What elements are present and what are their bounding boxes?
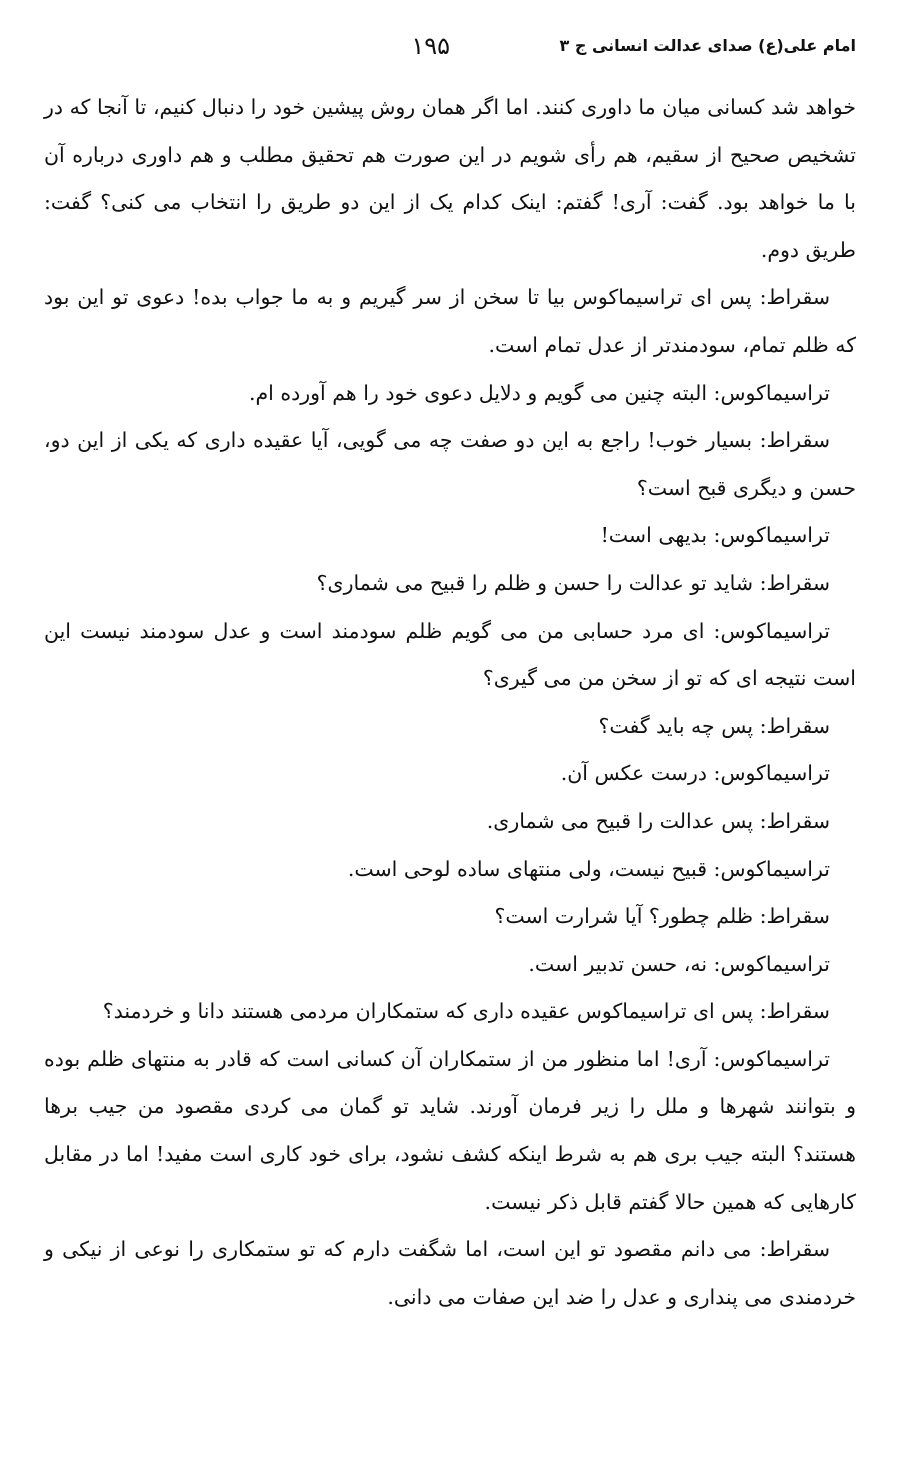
paragraph: تراسیماکوس: قبیح نیست، ولی منتهای ساده لوحی است. — [347, 856, 830, 881]
page-body — [44, 84, 856, 1321]
paragraph: تراسیماکوس: البته چنین می گویم و دلایل دعوی خود را هم آورده ام. — [248, 380, 830, 405]
page-number: ۱۹۵ — [411, 32, 450, 60]
paragraph: تراسیماکوس: درست عکس آن. — [560, 761, 830, 786]
paragraph: سقراط: پس ای تراسیماکوس عقیده داری که ستمکاران مردمی هستند دانا و خردمند؟ — [102, 999, 830, 1024]
paragraph: سقراط: پس چه باید گفت؟ — [598, 713, 830, 738]
running-title: امام علی(ع) صدای عدالت انسانی ج ۳ — [559, 36, 856, 55]
paragraph: تراسیماکوس: بدیهی است! — [600, 523, 830, 548]
paragraph: سقراط: ظلم چطور؟ آیا شرارت است؟ — [494, 904, 830, 929]
paragraph: سقراط: بسیار خوب! راجع به این دو صفت چه می گویی، آیا عقیده داری که یکی از این دو، حسن و دیگری قبح است؟ — [44, 428, 856, 500]
paragraph: سقراط: پس ای تراسیماکوس بیا تا سخن از سر گیریم و به ما جواب بده! دعوی تو این بود که ظلم تمام، سودمندتر از عدل تمام است. — [44, 285, 856, 357]
page-header — [40, 28, 856, 68]
paragraph: تراسیماکوس: نه، حسن تدبیر است. — [528, 951, 830, 976]
paragraph: سقراط: پس عدالت را قبیح می شماری. — [486, 808, 830, 833]
paragraph: سقراط: می دانم مقصود تو این است، اما شگفت دارم که تو ستمکاری را نوعی از نیکی و خردمندی می پنداری و عدل را ضد این صفات می دانی. — [44, 1237, 856, 1309]
paragraph: سقراط: شاید تو عدالت را حسن و ظلم را قبیح می شماری؟ — [316, 570, 830, 595]
paragraph: خواهد شد کسانی میان ما داوری کنند. اما اگر همان روش پیشین خود را دنبال کنیم، تا آنجا که در تشخیص صحیح از سقیم، هم رأی شویم در این صورت هم تحقیق مطلب و هم داوری درباره آن با ما خواهد بود. گفت: آری! گفتم: اینک کدام یک از این دو طریق را انتخاب می کنی؟ گفت: طریق دوم. — [44, 95, 856, 262]
paragraph: تراسیماکوس: ای مرد حسابی من می گویم ظلم سودمند است و عدل سودمند نیست این است نتیجه ای که تو از سخن من می گیری؟ — [44, 618, 856, 691]
paragraph: تراسیماکوس: آری! اما منظور من از ستمکاران آن کسانی است که قادر به منتهای ظلم بوده و بتوانند شهرها و ملل را زیر فرمان آورند. شاید تو گمان می کردی مقصود من جیب برها هستند؟ البته جیب بری هم به شرط اینکه کشف نشود، برای خود کاری است مفید! اما در مقابل کارهایی که همین حالا گفتم قابل ذکر نیست. — [44, 1046, 856, 1214]
